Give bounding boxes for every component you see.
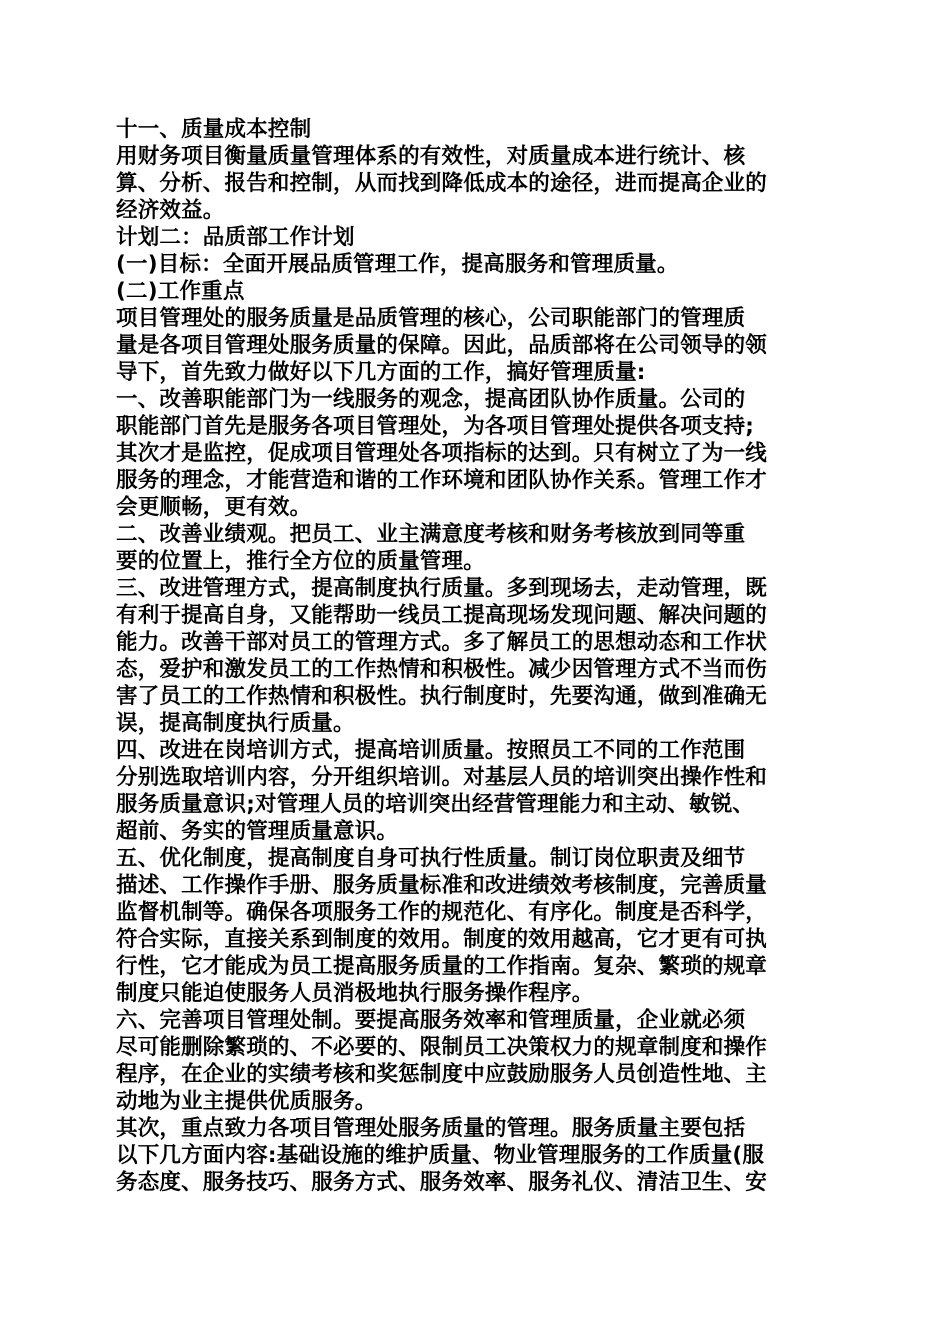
text-line: 分别选取培训内容，分开组织培训。对基层人员的培训突出操作性和 [116, 765, 768, 790]
text-line: 务态度、服务技巧、服务方式、服务效率、服务礼仪、清洁卫生、安 [116, 1170, 768, 1195]
text-line: 有利于提高自身，又能帮助一线员工提高现场发现问题、解决问题的 [116, 603, 768, 628]
text-line: 量是各项目管理处服务质量的保障。因此，品质部将在公司领导的领 [116, 333, 768, 358]
text-line: 导下，首先致力做好以下几方面的工作，搞好管理质量: [116, 360, 646, 385]
text-line: 四、改进在岗培训方式，提高培训质量。按照员工不同的工作范围 [116, 738, 746, 763]
text-line: 监督机制等。确保各项服务工作的规范化、有序化。制度是否科学， [116, 900, 768, 925]
text-line: 描述、工作操作手册、服务质量标准和改进绩效考核制度，完善质量 [116, 873, 768, 898]
text-line: 符合实际，直接关系到制度的效用。制度的效用越高，它才更有可执 [116, 927, 768, 952]
text-line: 动地为业主提供优质服务。 [116, 1089, 377, 1114]
text-line: 服务的理念，才能营造和谐的工作环境和团队协作关系。管理工作才 [116, 468, 768, 493]
text-line: 经济效益。 [116, 198, 225, 223]
text-line: 其次才是监控，促成项目管理处各项指标的达到。只有树立了为一线 [116, 441, 768, 466]
text-line: 六、完善项目管理处制。要提高服务效率和管理质量，企业就必须 [116, 1008, 746, 1033]
text-line: 二、改善业绩观。把员工、业主满意度考核和财务考核放到同等重 [116, 522, 746, 547]
text-line: 五、优化制度，提高制度自身可执行性质量。制订岗位职责及细节 [116, 846, 746, 871]
text-line: 其次，重点致力各项目管理处服务质量的管理。服务质量主要包括 [116, 1116, 746, 1141]
text-line: (一)目标：全面开展品质管理工作，提高服务和管理质量。 [116, 252, 679, 277]
text-line: (二)工作重点 [116, 279, 245, 304]
text-line: 项目管理处的服务质量是品质管理的核心，公司职能部门的管理质 [116, 306, 746, 331]
text-line: 程序，在企业的实绩考核和奖惩制度中应鼓励服务人员创造性地、主 [116, 1062, 768, 1087]
text-line: 态，爱护和激发员工的工作热情和积极性。减少因管理方式不当而伤 [116, 657, 768, 682]
text-line: 三、改进管理方式，提高制度执行质量。多到现场去，走动管理，既 [116, 576, 768, 601]
document-body [116, 116, 836, 1196]
text-line: 以下几方面内容:基础设施的维护质量、物业管理服务的工作质量(服 [116, 1143, 765, 1168]
text-line: 行性，它才能成为员工提高服务质量的工作指南。复杂、繁琐的规章 [116, 954, 768, 979]
text-line: 职能部门首先是服务各项目管理处，为各项目管理处提供各项支持; [116, 414, 755, 439]
text-line: 超前、务实的管理质量意识。 [116, 819, 399, 844]
text-line: 误，提高制度执行质量。 [116, 711, 355, 736]
text-line: 十一、质量成本控制 [116, 117, 312, 142]
text-line: 算、分析、报告和控制，从而找到降低成本的途径，进而提高企业的 [116, 171, 768, 196]
text-line: 制度只能迫使服务人员消极地执行服务操作程序。 [116, 981, 594, 1006]
text-line: 会更顺畅，更有效。 [116, 495, 312, 520]
text-line: 一、改善职能部门为一线服务的观念，提高团队协作质量。公司的 [116, 387, 746, 412]
text-line: 要的位置上，推行全方位的质量管理。 [116, 549, 485, 574]
text-line: 尽可能删除繁琐的、不必要的、限制员工决策权力的规章制度和操作 [116, 1035, 768, 1060]
text-line: 服务质量意识;对管理人员的培训突出经营管理能力和主动、敏锐、 [116, 792, 755, 817]
text-line: 害了员工的工作热情和积极性。执行制度时，先要沟通，做到准确无 [116, 684, 768, 709]
text-line: 能力。改善干部对员工的管理方式。多了解员工的思想动态和工作状 [116, 630, 768, 655]
text-line: 计划二：品质部工作计划 [116, 225, 355, 250]
text-line: 用财务项目衡量质量管理体系的有效性，对质量成本进行统计、核 [116, 144, 746, 169]
